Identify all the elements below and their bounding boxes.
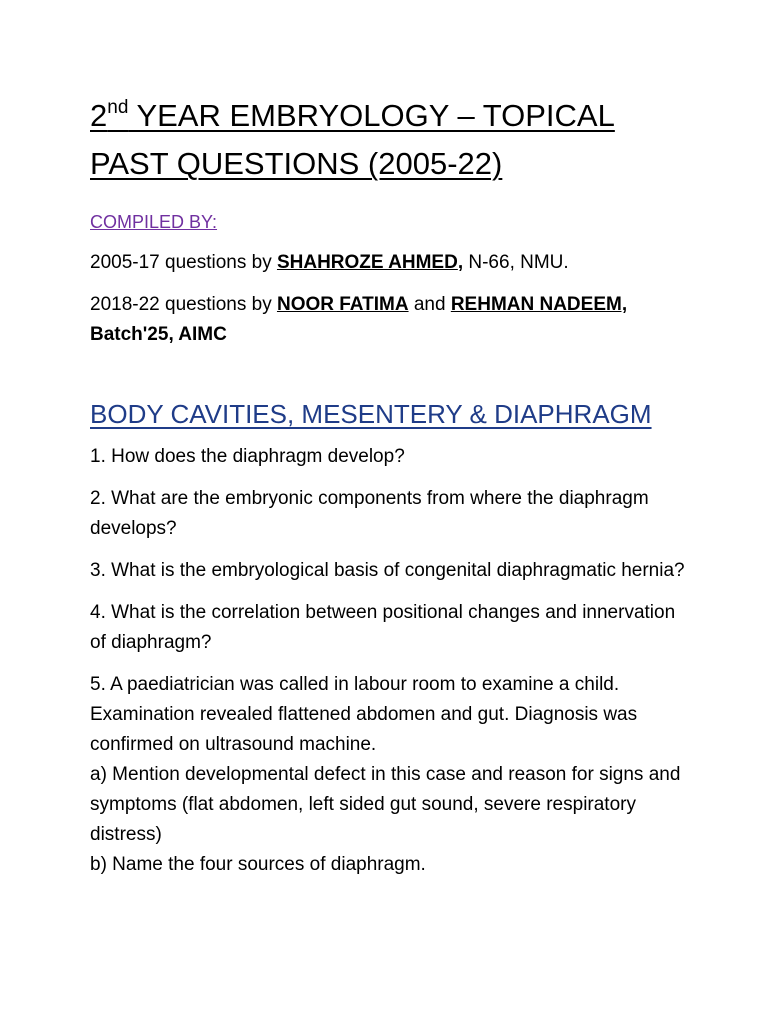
credit-line-2 — [90, 290, 690, 350]
document-content — [90, 92, 690, 880]
question-5-part-a: a) Mention developmental defect in this case and reason for signs and symptoms (flat abdomen, left sided gut sound, severe respiratory distress) — [90, 764, 681, 845]
title-ordinal-suffix: nd — [107, 97, 129, 118]
title-text: YEAR EMBRYOLOGY – TOPICAL PAST QUESTIONS (2005-22) — [90, 98, 615, 181]
credit-line-1 — [90, 248, 690, 278]
question-2: 2. What are the embryonic components from where the diaphragm develops? — [90, 488, 649, 539]
credit-1-comma: , — [457, 252, 464, 273]
document-title — [90, 92, 690, 188]
compiled-by-label: COMPILED BY: — [90, 212, 218, 232]
question-5 — [90, 670, 690, 880]
credit-2-author-name-1: NOOR FATIMA — [276, 294, 409, 315]
question-5-part-b: b) Name the four sources of diaphragm. — [90, 854, 426, 875]
credit-1-prefix: 2005-17 questions by — [90, 252, 277, 273]
question-5-stem: 5. A paediatrician was called in labour room to examine a child. Examination revealed flattened abdomen and gut. Diagnosis was confirmed on ultrasound machine. — [90, 674, 638, 755]
question-4: 4. What is the correlation between positional changes and innervation of diaphragm? — [90, 602, 676, 653]
credit-2-and: and — [408, 294, 451, 315]
question-1: 1. How does the diaphragm develop? — [90, 446, 405, 467]
credit-1-affiliation: N-66, NMU. — [463, 252, 569, 273]
credit-1-author-name: SHAHROZE AHMED — [276, 252, 458, 273]
question-3: 3. What is the embryological basis of congenital diaphragmatic hernia? — [90, 560, 685, 581]
credit-2-prefix: 2018-22 questions by — [90, 294, 277, 315]
credit-2-batch: Batch'25, AIMC — [90, 324, 227, 345]
title-ordinal: 2 — [90, 98, 108, 133]
section-heading: BODY CAVITIES, MESENTERY & DIAPHRAGM — [90, 399, 652, 429]
credit-2-author-name-2: REHMAN NADEEM, — [450, 294, 628, 315]
